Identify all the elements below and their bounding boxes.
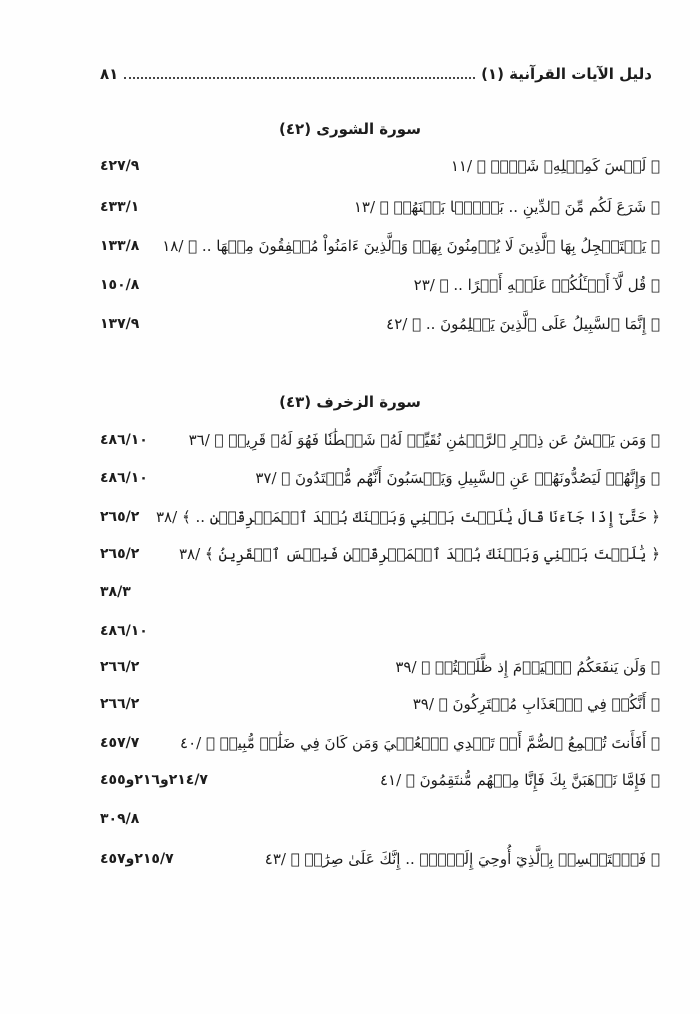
verse-text: ﴿ قُل لَّآ أَسۡـَٔلُكُمۡ عَلَيۡهِ أَجۡرًا .. ﴾ /٢٣ [413,276,660,294]
verse-entry [100,194,660,220]
verse-text: ﴿ فَإِمَّا نَذۡهَبَنَّ بِكَ فَإِنَّا مِنۡهُم مُّنتَقِمُونَ ﴾ /٤١ [379,771,660,789]
verse-entry [100,427,660,453]
verse-text: ﴿ يَٰلَيۡتَ بَيۡنِي وَبَيۡنَكَ بُعۡدَ ٱلۡمَشۡرِقَيۡنِ فَبِئۡسَ ٱلۡقَرِينُ ﴾ /٣٨ [178,545,660,563]
page-number: ٨١ [100,65,119,83]
verse-text: ﴿ وَإِنَّهُمۡ لَيَصُدُّونَهُمۡ عَنِ ٱلسَّبِيلِ وَيَحۡسَبُونَ أَنَّهُم مُّهۡتَدُونَ ﴾ /٣٧ [255,469,660,487]
page-reference: ٤٨٦/١٠ [100,432,148,448]
verse-entry [100,730,660,756]
verse-entry [100,806,660,832]
page-reference: ٢٦٥/٢ [100,509,140,525]
page-reference: ٢١٥/٧و٤٥٧ [100,851,174,867]
page-reference: ٢٦٦/٢ [100,696,140,712]
verse-entry [100,465,660,491]
verse-text: ﴿ فَٱسۡتَمۡسِكۡ بِٱلَّذِيٓ أُوحِيَ إِلَيۡكَۖ .. إِنَّكَ عَلَىٰ صِرَٰطٖ ﴾ /٤٣ [264,850,660,868]
page-reference: ٢١٤/٧و٢١٦و٤٥٥ [100,772,208,788]
verse-entry [100,846,660,872]
book-title: دليل الآيات القرآنية (١) [481,65,652,83]
surah-title: سورة الزخرف (٤٣) [279,393,421,411]
verse-entry [100,691,660,717]
page-reference: ٣٠٩/٨ [100,811,140,827]
verse-entry [100,618,660,644]
verse-text: ﴿ أَنَّكُمۡ فِي ٱلۡعَذَابِ مُشۡتَرِكُونَ ﴾ /٣٩ [412,695,660,713]
verse-entry [100,767,660,793]
page-reference: ١٣٧/٩ [100,316,140,332]
page-reference: ٤٢٧/٩ [100,158,140,174]
verse-text: ﴿ وَمَن يَعۡشُ عَن ذِكۡرِ ٱلرَّحۡمَٰنِ نُقَيِّضۡ لَهُۥ شَيۡطَٰنٗا فَهُوَ لَهُۥ قَرِينٞ ﴾ /٣٦ [188,431,660,449]
verse-entry [100,654,660,680]
page-reference: ٤٥٧/٧ [100,735,140,751]
page-reference: ١٣٣/٨ [100,238,140,254]
verse-text: ﴿ وَلَن يَنفَعَكُمُ ٱلۡيَوۡمَ إِذ ظَّلَمۡتُمۡ ﴾ /٣٩ [395,658,660,676]
verse-entry [100,504,660,530]
verse-text: ﴿ أَفَأَنتَ تُسۡمِعُ ٱلصُّمَّ أَوۡ تَهۡدِي ٱلۡعُمۡيَ وَمَن كَانَ فِي ضَلَٰلٖ مُّبِينٖ ﴾ /٤٠ [180,734,660,752]
running-header [100,62,652,86]
page-reference: ٤٨٦/١٠ [100,623,148,639]
page-reference: ٢٦٦/٢ [100,659,140,675]
verse-text: ﴿ حَتَّىٰٓ إِذَا جَآءَنَا قَالَ يَٰلَيۡتَ بَيۡنِي وَبَيۡنَكَ بُعۡدَ ٱلۡمَشۡرِقَيۡنِ .. ﴾ /٣٨ [156,508,660,526]
verse-entry [100,153,660,179]
verse-entry [100,579,660,605]
verse-text: ﴿ شَرَعَ لَكُم مِّنَ ٱلدِّينِ .. بَغۡيَۢا بَيۡنَهُمۡ ﴾ /١٣ [353,198,660,216]
verse-entry [100,272,660,298]
verse-text: ﴿ لَيۡسَ كَمِثۡلِهِۦ شَيۡءٞ ﴾ /١١ [450,157,660,175]
verse-entry [100,541,660,567]
surah-title: سورة الشورى (٤٢) [279,120,421,138]
verse-text: ﴿ يَسۡتَعۡجِلُ بِهَا ٱلَّذِينَ لَا يُؤۡمِنُونَ بِهَاۖ وَٱلَّذِينَ ءَامَنُواْ مُشۡفِقُونَ مِنۡهَا .. ﴾ /١٨ [162,237,660,255]
page-reference: ١٥٠/٨ [100,277,140,293]
verse-entry [100,311,660,337]
page-reference: ٤٨٦/١٠ [100,470,148,486]
page-reference: ٤٣٣/١ [100,199,140,215]
page-reference: ٢٦٥/٢ [100,546,140,562]
dot-leader [124,77,475,79]
verse-entry [100,233,660,259]
verse-text: ﴿ إِنَّمَا ٱلسَّبِيلُ عَلَى ٱلَّذِينَ يَظۡلِمُونَ .. ﴾ /٤٢ [386,315,660,333]
page-reference: ٣٨/٣ [100,584,131,600]
